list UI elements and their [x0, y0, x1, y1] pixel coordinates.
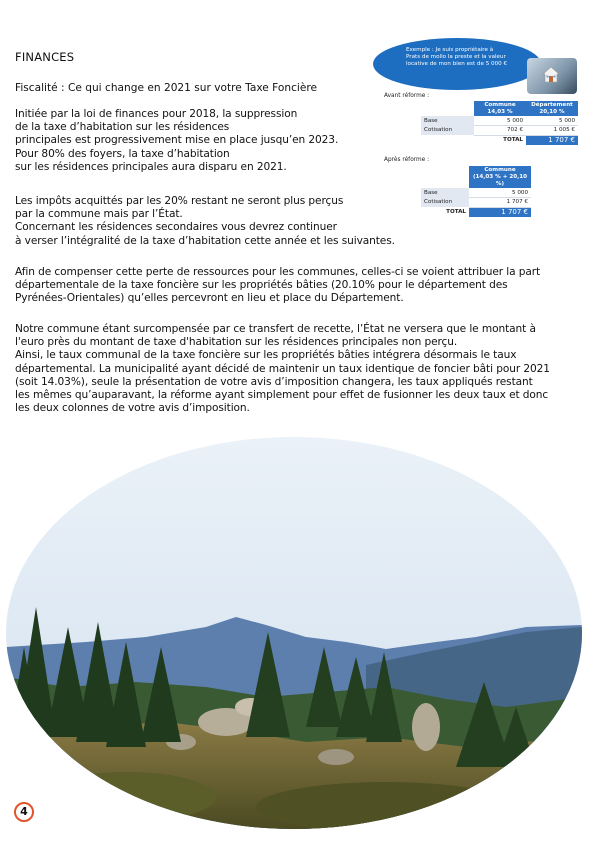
paragraph-4 [15, 323, 550, 415]
text-line: principales est progressivement mise en place jusqu’en 2023. [15, 134, 339, 147]
text-line: Les impôts acquittés par les 20% restant ne seront plus perçus [15, 195, 344, 207]
text-line: Pyrénées-Orientales) qu’elles percevront en lieu et place du Département. [15, 292, 404, 305]
bubble-line: Prats de mollo la preste et la valeur [406, 54, 506, 61]
section-heading: FINANCES [15, 50, 75, 64]
text-line: départementale de la taxe foncière sur les propriétés bâties (20.10% pour le département des [15, 279, 508, 292]
cell: 5 000 [469, 188, 531, 198]
text-line: les mêmes qu’auparavant, la réforme ayant simplement pour effet de fusionner les deux taux et donc [15, 389, 549, 402]
row-label: Base [421, 116, 474, 126]
paragraph-1 [15, 108, 338, 174]
header-rate: 14,03 % [487, 109, 513, 115]
col-commune-header [469, 166, 531, 188]
row-label: Cotisation [421, 198, 469, 208]
paragraph-2 [15, 195, 395, 248]
cell: 1 707 € [469, 198, 531, 208]
text-line: sur les résidences principales aura disparu en 2021. [15, 160, 287, 173]
text-line: par la commune mais par l’État. [15, 208, 183, 221]
text-line: (soit 14.03%), seule la présentation de votre avis d’imposition changera, les taux appliqués restant [15, 375, 533, 388]
text-line: départemental. La municipalité ayant décidé de maintenir un taux identique de foncier bâti pour 2021 [15, 362, 550, 375]
table-row [421, 135, 578, 145]
bubble-line: Exemple : Je suis propriétaire à [406, 47, 494, 53]
text-line: de la taxe d’habitation sur les résidences [15, 121, 230, 134]
header-rate: 20,10 % [539, 109, 565, 115]
example-bubble [373, 38, 541, 90]
text-line: Afin de compenser cette perte de ressources pour les communes, celles-ci se voient attribuer la part [15, 266, 541, 278]
text-line: Notre commune étant surcompensée par ce transfert de recette, l’État ne versera que le montant à [15, 323, 536, 335]
col-commune-header [474, 101, 526, 116]
after-reform-table [421, 166, 531, 217]
house-in-hand-icon [527, 58, 577, 94]
total-label: TOTAL [446, 208, 466, 215]
bubble-line: locative de mon bien est de 5 000 € [406, 61, 508, 68]
mountain-landscape-photo [6, 437, 582, 829]
table-row [421, 198, 531, 208]
table-row [421, 207, 531, 217]
text-line: Pour 80% des foyers, la taxe d’habitation [15, 147, 230, 160]
text-line: Ainsi, le taux communal de la taxe foncière sur les propriétés bâties intégrera désormais le taux [15, 349, 517, 362]
header-label: Commune [484, 167, 516, 173]
text-line: l'euro près du montant de taxe d'habitation sur les résidences principales non perçu. [15, 336, 458, 349]
row-label: Base [421, 188, 469, 198]
text-line: Concernant les résidences secondaires vous devrez continuer [15, 221, 337, 234]
cell: 702 € [474, 126, 526, 136]
article-subtitle: Fiscalité : Ce qui change en 2021 sur votre Taxe Foncière [15, 82, 318, 94]
text-line: Initiée par la loi de finances pour 2018, la suppression [15, 108, 298, 120]
row-label: Cotisation [421, 126, 474, 136]
total-value: 1 707 € [469, 207, 531, 217]
header-rate: (14,03 % + 20,10 %) [472, 174, 528, 187]
total-label: TOTAL [503, 137, 523, 143]
before-label: Avant réforme : [384, 93, 430, 99]
cell: 1 005 € [526, 126, 578, 136]
page-number-badge: 4 [14, 802, 34, 822]
header-label: Département [531, 102, 573, 108]
table-row [421, 126, 578, 136]
header-label: Commune [484, 102, 516, 108]
col-department-header [526, 101, 578, 116]
text-line: les deux colonnes de votre avis d’imposition. [15, 402, 250, 415]
after-label: Après réforme : [384, 157, 430, 163]
total-value: 1 707 € [526, 135, 578, 145]
table-row [421, 116, 578, 126]
table-row [421, 188, 531, 198]
before-reform-table [421, 101, 578, 145]
cell: 5 000 [526, 116, 578, 126]
text-line: à verser l’intégralité de la taxe d’habitation cette année et les suivantes. [15, 234, 395, 247]
paragraph-3 [15, 266, 540, 306]
cell: 5 000 [474, 116, 526, 126]
